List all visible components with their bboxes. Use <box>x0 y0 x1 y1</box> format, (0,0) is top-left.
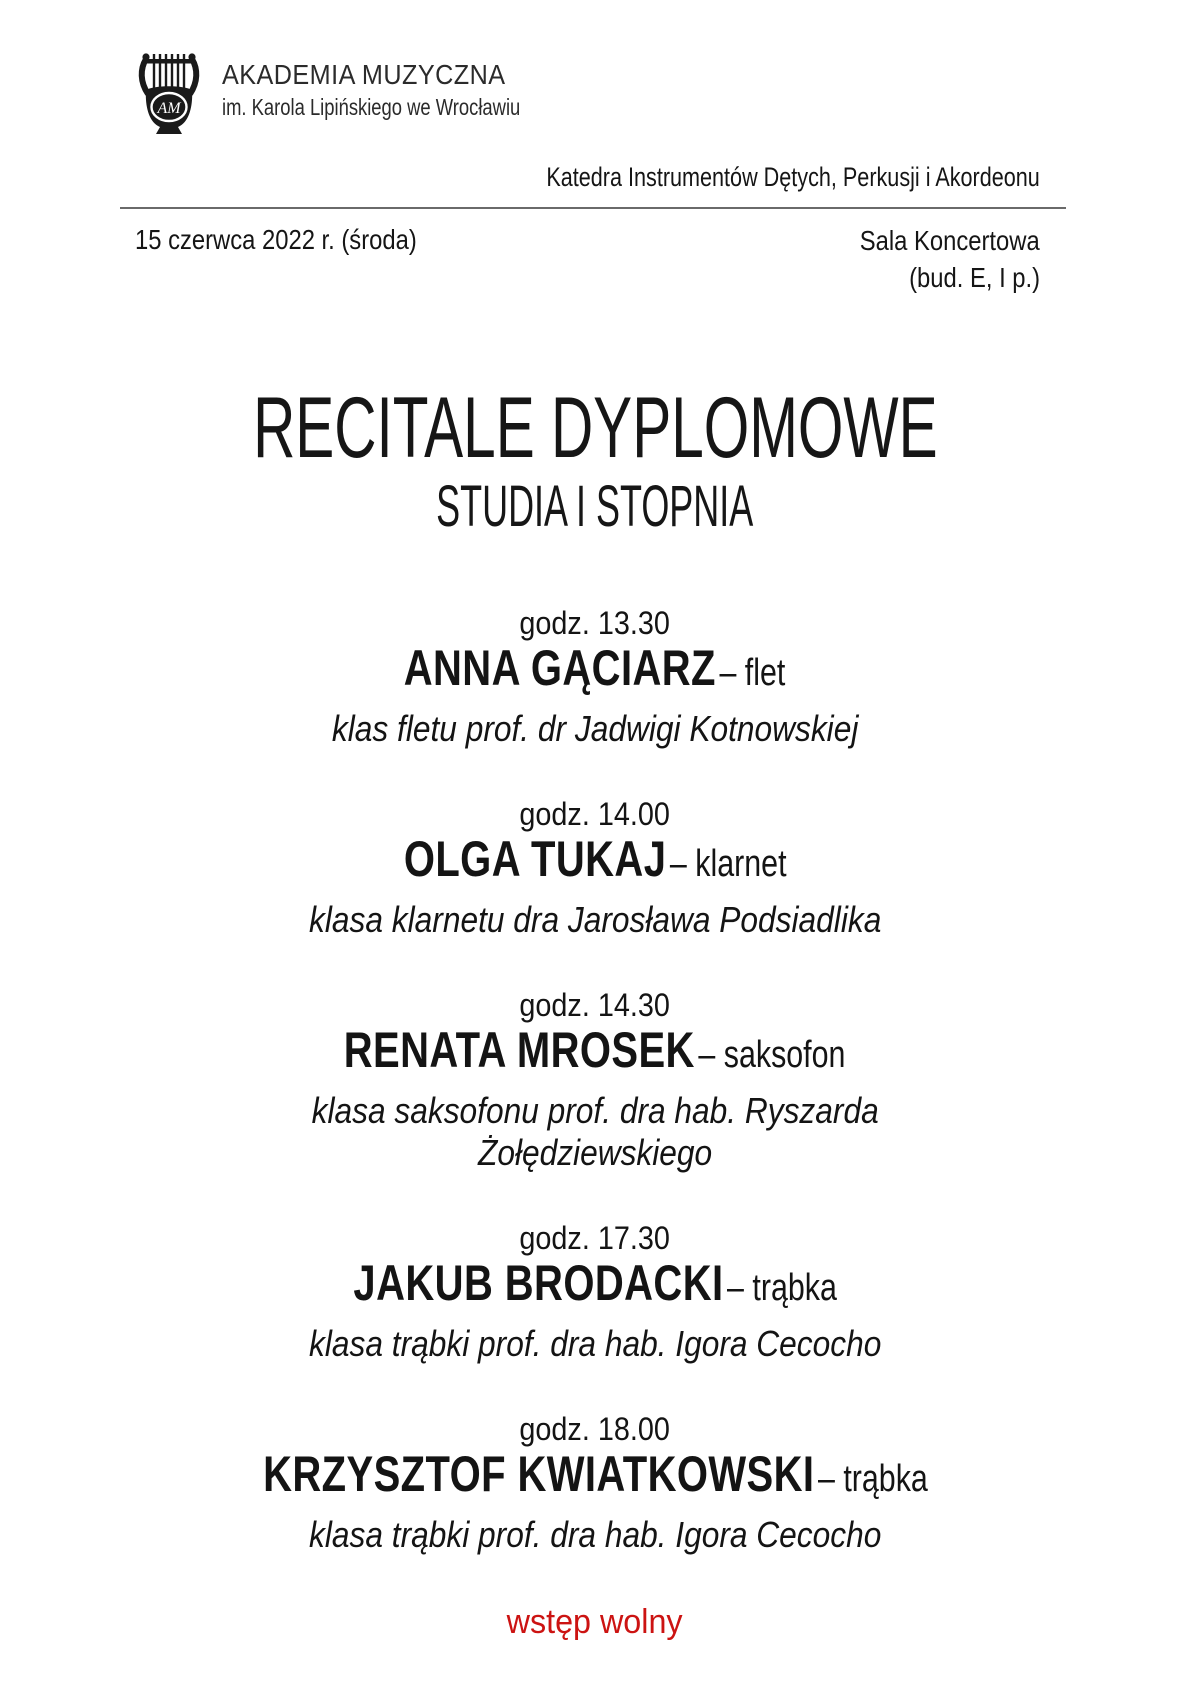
logo-monogram: AM <box>157 100 181 117</box>
venue-building: (bud. E, I p.) <box>909 262 1040 293</box>
recital-entry <box>145 796 1045 941</box>
recital-entry <box>145 605 1045 750</box>
class-info-line: klas fletu prof. dr Jadwigi Kotnowskiej <box>331 708 859 749</box>
class-info-line: klasa saksofonu prof. dra hab. Ryszarda <box>311 1090 879 1131</box>
recital-time: godz. 14.00 <box>519 796 671 832</box>
lyre-logo-icon <box>138 44 200 136</box>
horizontal-divider <box>120 207 1066 209</box>
recital-time: godz. 17.30 <box>519 1220 671 1256</box>
class-info-line: klasa klarnetu dra Jarosława Podsiadlika <box>308 899 882 940</box>
recital-time: godz. 13.30 <box>519 605 671 641</box>
venue-info <box>828 222 1040 296</box>
recital-time: godz. 14.30 <box>519 987 671 1023</box>
recital-program <box>145 605 1045 1642</box>
class-info-line: klasa trąbki prof. dra hab. Igora Cecocho <box>308 1323 882 1364</box>
performer-name: RENATA MROSEK <box>344 1022 696 1078</box>
recital-entry <box>145 987 1045 1174</box>
event-date: 15 czerwca 2022 r. (środa) <box>135 224 417 255</box>
academy-name: AKADEMIA MUZYCZNA <box>222 59 506 90</box>
performer-name: ANNA GĄCIARZ <box>404 640 717 696</box>
recital-entry <box>145 1411 1045 1556</box>
instrument-label: – trąbka <box>726 1267 837 1309</box>
recital-time: godz. 18.00 <box>519 1411 671 1447</box>
performer-name: JAKUB BRODACKI <box>353 1255 724 1311</box>
instrument-label: – klarnet <box>669 843 787 885</box>
department-name: Katedra Instrumentów Dętych, Perkusji i Akordeonu <box>546 162 1040 192</box>
performer-name: OLGA TUKAJ <box>403 831 667 887</box>
poster-title-block <box>0 380 1190 539</box>
instrument-label: – flet <box>719 652 786 694</box>
venue-name: Sala Koncertowa <box>860 225 1040 256</box>
recital-entry <box>145 1220 1045 1365</box>
academy-subtitle: im. Karola Lipińskiego we Wrocławiu <box>222 94 521 120</box>
performer-name: KRZYSZTOF KWIATKOWSKI <box>262 1446 814 1502</box>
poster-subtitle: STUDIA I STOPNIA <box>436 474 754 539</box>
poster-title: RECITALE DYPLOMOWE <box>252 380 938 476</box>
class-info-line: Żołędziewskiego <box>477 1132 713 1173</box>
admission-notice: wstęp wolny <box>507 1603 683 1641</box>
instrument-label: – saksofon <box>698 1034 846 1076</box>
instrument-label: – trąbka <box>817 1458 928 1500</box>
class-info-line: klasa trąbki prof. dra hab. Igora Cecocho <box>308 1514 882 1555</box>
academy-branding <box>222 58 595 122</box>
